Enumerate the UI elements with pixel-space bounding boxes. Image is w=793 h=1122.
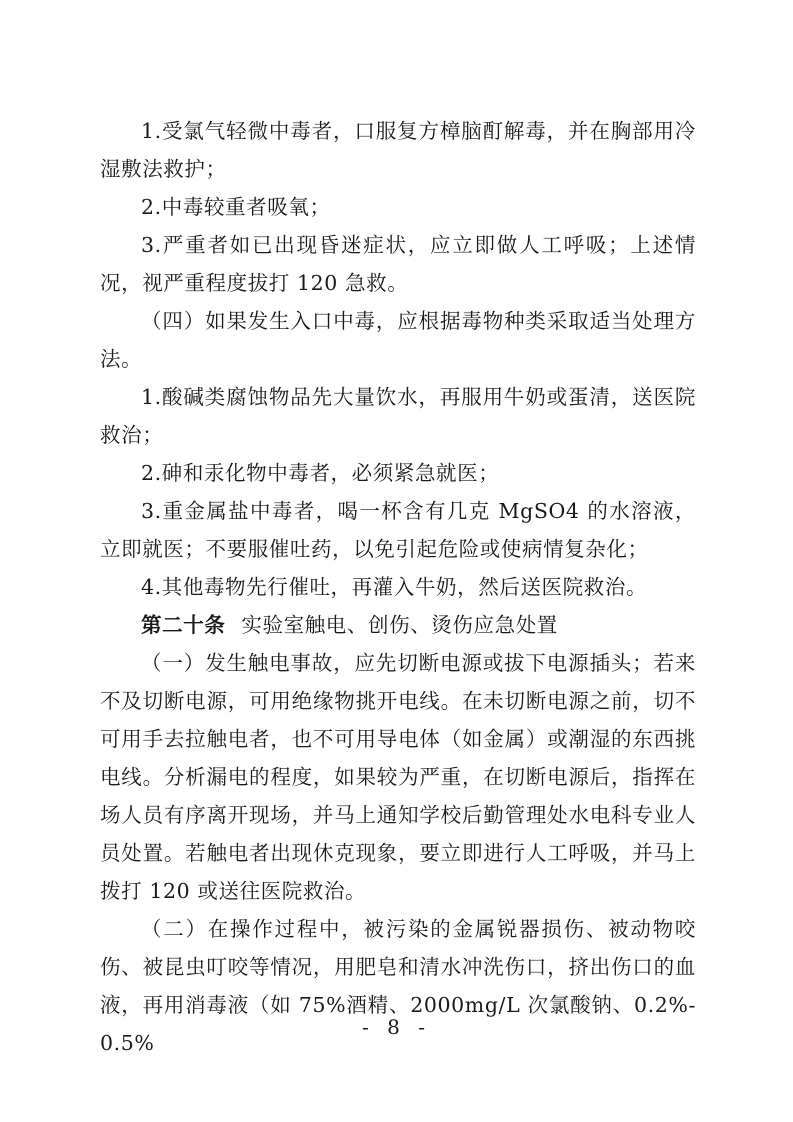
paragraph-8: 4.其他毒物先行催吐，再灌入牛奶，然后送医院救治。 [141,575,648,599]
paragraph-4: （四）如果发生入口中毒，应根据毒物种类采取适当处理方法。 [100,309,696,371]
page-number: - 8 - [362,1015,431,1039]
paragraph-10: （二）在操作过程中，被污染的金属锐器损伤、被动物咬伤、被昆虫叮咬等情况，用肥皂和清水冲洗伤口，挤出伤口的血液，再用消毒液（如 75%酒精、2000mg/L 次氯酸钠、0.2%-0.5% [100,917,696,1055]
paragraph-6: 2.砷和汞化物中毒者，必须紧急就医； [141,461,500,485]
paragraph-9: （一）发生触电事故，应先切断电源或拔下电源插头；若来不及切断电源，可用绝缘物挑开电线。在未切断电源之前，切不可用手去拉触电者，也不可用导电体（如金属）或潮湿的东西挑电线。分析漏电的程度，如果较为严重，在切断电源后，指挥在场人员有序离开现场，并马上通知学校后勤管理处水电科专业人员处置。若触电者出现休克现象，要立即进行人工呼吸，并马上拨打 120 或送往医院救治。 [100,651,696,903]
article-heading: 实验室触电、创伤、烫伤应急处置 [241,613,558,637]
paragraph-7: 3.重金属盐中毒者，喝一杯含有几克 MgSO4 的水溶液，立即就医；不要服催吐药，以免引起危险或使病情复杂化； [100,499,696,561]
paragraph-5: 1.酸碱类腐蚀物品先大量饮水，再服用牛奶或蛋清，送医院救治； [100,385,696,447]
paragraph-1: 1.受氯气轻微中毒者，口服复方樟脑酊解毒，并在胸部用冷湿敷法救护； [100,119,696,181]
paragraph-2: 2.中毒较重者吸氧； [141,195,331,219]
article-number: 第二十条 [141,613,226,637]
paragraph-3: 3.严重者如已出现昏迷症状，应立即做人工呼吸；上述情况，视严重程度拔打 120 急救。 [100,233,696,295]
article-heading-line [100,606,696,644]
document-body [100,112,696,1062]
